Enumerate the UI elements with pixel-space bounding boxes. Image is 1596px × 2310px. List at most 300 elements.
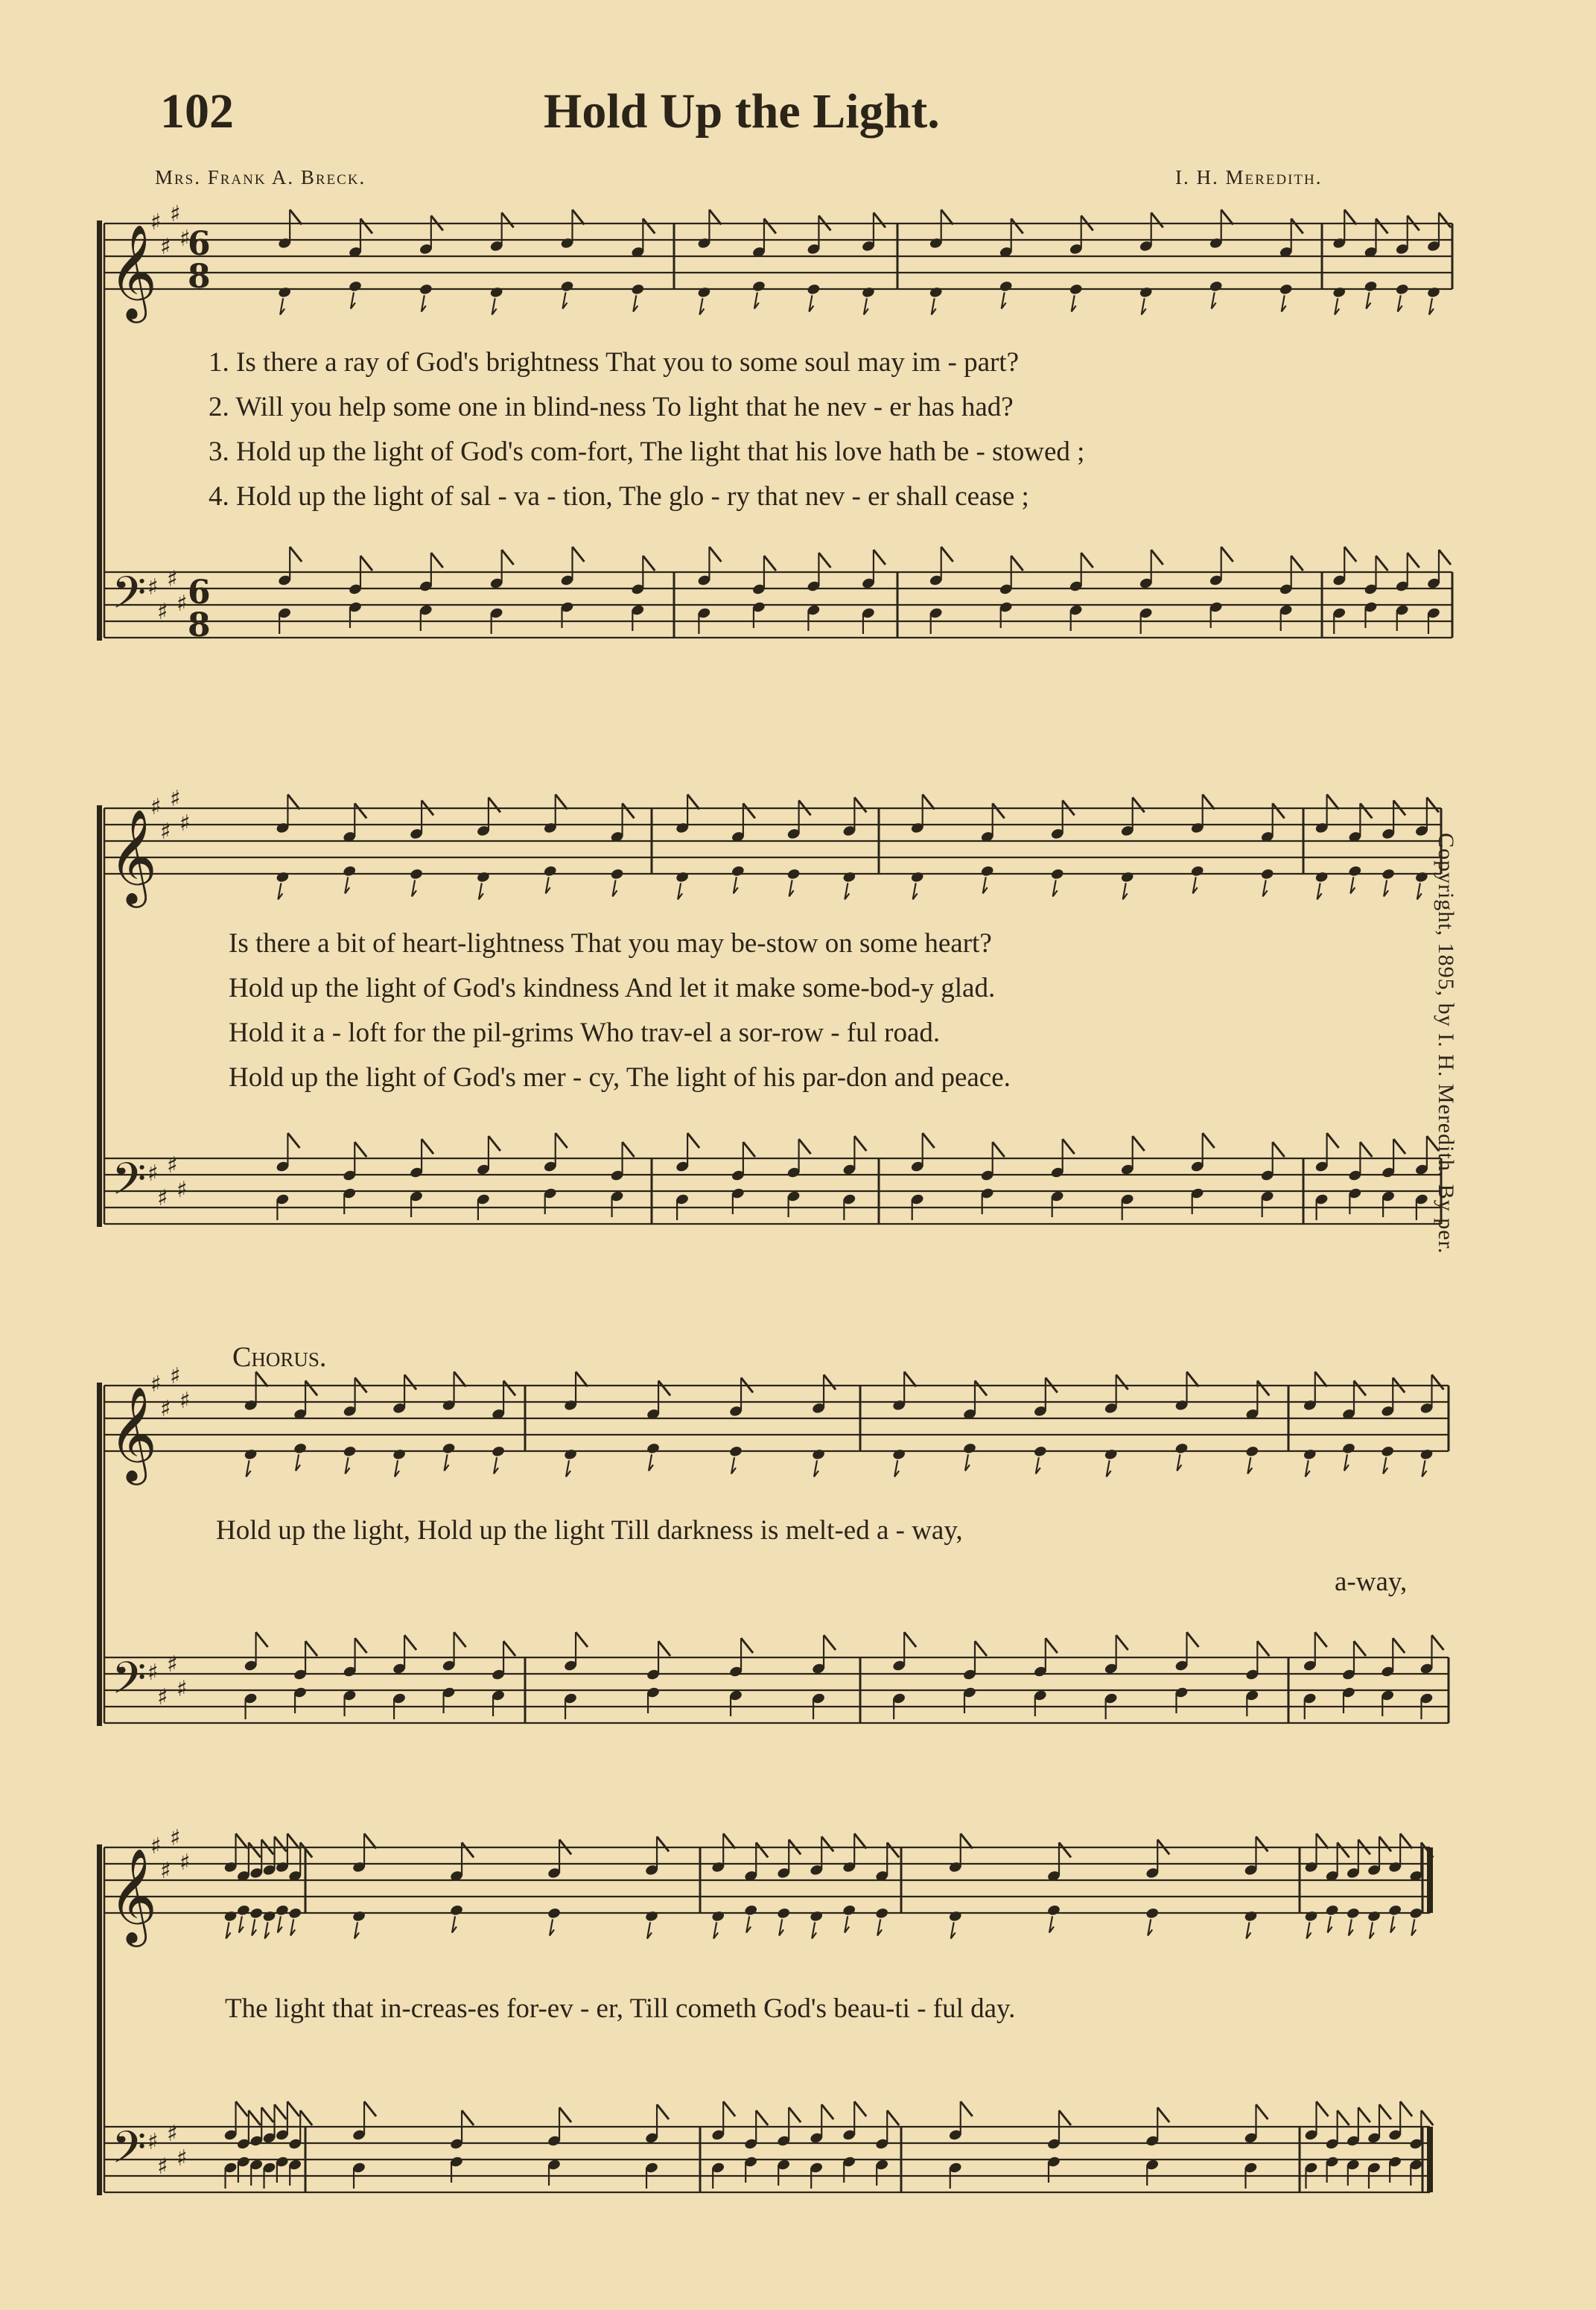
note-stem bbox=[812, 1922, 816, 1938]
note-flag bbox=[572, 209, 584, 224]
note-flag bbox=[1427, 797, 1439, 812]
note-flag bbox=[961, 1833, 973, 1848]
note-flag bbox=[1291, 218, 1303, 233]
note-flag bbox=[502, 550, 514, 565]
note-stem bbox=[864, 298, 868, 314]
note-stem bbox=[1328, 1916, 1332, 1932]
note-flag bbox=[904, 1632, 916, 1647]
note-flag bbox=[305, 1641, 317, 1656]
note-flag bbox=[643, 218, 655, 233]
note-flag bbox=[1151, 212, 1163, 227]
chorus-echo-text: a-way, bbox=[1335, 1567, 1408, 1597]
note-stem bbox=[562, 292, 567, 308]
note-flag bbox=[1327, 794, 1339, 809]
note-stem bbox=[1036, 1457, 1040, 1473]
note-head bbox=[697, 286, 711, 299]
sharp-sign: ♯ bbox=[177, 591, 188, 617]
note-flag bbox=[709, 209, 721, 224]
note-head bbox=[419, 283, 433, 296]
note-flag bbox=[1393, 1638, 1405, 1653]
note-stem bbox=[1072, 295, 1076, 311]
note-flag bbox=[1316, 1833, 1328, 1848]
note-stem bbox=[395, 1460, 399, 1476]
note-flag bbox=[1344, 547, 1356, 562]
note-head bbox=[489, 286, 503, 299]
note-flag bbox=[300, 2110, 312, 2125]
sharp-sign: ♯ bbox=[170, 201, 181, 227]
note-stem bbox=[1193, 877, 1198, 893]
note-flag bbox=[799, 1139, 811, 1154]
note-flag bbox=[261, 2107, 273, 2122]
note-flag bbox=[404, 1374, 416, 1389]
time-signature-top: 6 bbox=[188, 574, 211, 612]
note-flag bbox=[854, 2101, 866, 2116]
note-stem bbox=[1422, 1460, 1426, 1476]
note-stem bbox=[280, 298, 284, 314]
sharp-sign: ♯ bbox=[179, 1388, 191, 1414]
note-head bbox=[223, 1910, 238, 1923]
verse-2-line-a: 2. Will you help some one in blind-ness To light that he nev - er has had? bbox=[209, 392, 1014, 422]
note-flag bbox=[824, 1635, 836, 1650]
note-flag bbox=[236, 1833, 248, 1848]
note-flag bbox=[887, 2110, 899, 2125]
note-flag bbox=[503, 1380, 515, 1395]
note-stem bbox=[894, 1460, 899, 1476]
note-flag bbox=[1011, 218, 1023, 233]
sharp-sign: ♯ bbox=[147, 2129, 159, 2155]
bass-clef: 𝄢 bbox=[112, 1651, 147, 1715]
note-flag bbox=[687, 794, 699, 809]
sharp-sign: ♯ bbox=[177, 1676, 188, 1702]
verse-3-line-b: Hold it a - loft for the pil-grims Who trav-el a sor-row - ful road. bbox=[229, 1018, 941, 1048]
note-stem bbox=[1317, 883, 1322, 899]
note-stem bbox=[355, 1922, 359, 1938]
note-flag bbox=[687, 1133, 699, 1148]
note-stem bbox=[290, 1919, 295, 1935]
note-head bbox=[1426, 286, 1440, 299]
note-stem bbox=[932, 298, 936, 314]
note-head bbox=[875, 1907, 889, 1920]
note-flag bbox=[559, 2107, 571, 2122]
note-flag bbox=[1273, 803, 1285, 818]
note-head bbox=[929, 286, 943, 299]
note-flag bbox=[657, 2104, 669, 2119]
note-flag bbox=[1338, 1842, 1349, 1857]
note-flag bbox=[1421, 2110, 1433, 2125]
note-head bbox=[343, 865, 357, 878]
note-head bbox=[249, 1907, 264, 1920]
note-flag bbox=[723, 2101, 735, 2116]
bass-clef: 𝄢 bbox=[112, 2121, 147, 2184]
verse-1-line-a: 1. Is there a ray of God's brightness That you to some soul may im - part? bbox=[209, 347, 1020, 378]
note-head bbox=[236, 1904, 250, 1917]
note-head bbox=[1174, 1442, 1189, 1455]
note-head bbox=[1395, 283, 1409, 296]
note-flag bbox=[275, 2104, 287, 2119]
note-stem bbox=[913, 883, 918, 899]
note-flag bbox=[249, 1842, 261, 1857]
note-head bbox=[449, 1904, 463, 1917]
bass-clef: 𝄢 bbox=[112, 566, 147, 629]
note-flag bbox=[623, 803, 635, 818]
note-stem bbox=[546, 877, 550, 893]
verse-4-line-a: 4. Hold up the light of sal - va - tion, The glo - ry that nev - er shall cease ; bbox=[209, 481, 1029, 512]
note-flag bbox=[360, 218, 372, 233]
note-flag bbox=[1354, 1380, 1366, 1395]
note-head bbox=[1209, 280, 1223, 293]
note-flag bbox=[1133, 1136, 1145, 1151]
sharp-sign: ♯ bbox=[160, 1858, 171, 1884]
note-flag bbox=[821, 2104, 833, 2119]
note-stem bbox=[1344, 1454, 1349, 1470]
note-flag bbox=[874, 550, 886, 565]
note-flag bbox=[364, 1833, 376, 1848]
note-flag bbox=[1186, 1371, 1198, 1386]
note-flag bbox=[1059, 2110, 1071, 2125]
note-stem bbox=[1049, 1916, 1054, 1932]
note-flag bbox=[1360, 803, 1372, 818]
note-flag bbox=[975, 1380, 987, 1395]
note-stem bbox=[699, 298, 704, 314]
note-head bbox=[348, 280, 362, 293]
note-flag bbox=[1133, 797, 1145, 812]
note-stem bbox=[1383, 1457, 1387, 1473]
note-head bbox=[352, 1910, 366, 1923]
note-flag bbox=[756, 1842, 768, 1857]
note-head bbox=[547, 1907, 561, 1920]
note-head bbox=[999, 280, 1013, 293]
note-flag bbox=[462, 2110, 474, 2125]
note-flag bbox=[287, 1133, 299, 1148]
note-flag bbox=[1315, 1371, 1327, 1386]
sharp-sign: ♯ bbox=[170, 1363, 181, 1389]
note-flag bbox=[874, 212, 886, 227]
note-flag bbox=[1221, 547, 1233, 562]
note-flag bbox=[764, 556, 776, 571]
note-head bbox=[1190, 865, 1204, 878]
note-flag bbox=[360, 556, 372, 571]
note-head bbox=[948, 1910, 962, 1923]
note-head bbox=[1388, 1904, 1402, 1917]
note-stem bbox=[226, 1922, 231, 1938]
note-flag bbox=[422, 1139, 433, 1154]
chorus-line-1: Hold up the light, Hold up the light Till darkness is melt-ed a - way, bbox=[216, 1515, 963, 1546]
note-flag bbox=[1081, 553, 1093, 568]
note-head bbox=[1046, 1904, 1061, 1917]
note-flag bbox=[818, 553, 830, 568]
sharp-sign: ♯ bbox=[167, 2121, 178, 2147]
note-stem bbox=[296, 1454, 300, 1470]
sharp-sign: ♯ bbox=[147, 574, 159, 600]
system-bracket bbox=[97, 1383, 102, 1726]
note-stem bbox=[1142, 298, 1146, 314]
sharp-sign: ♯ bbox=[179, 1850, 191, 1876]
note-flag bbox=[923, 1133, 935, 1148]
time-signature-bottom: 8 bbox=[188, 606, 211, 644]
note-stem bbox=[1263, 880, 1268, 896]
note-head bbox=[1303, 1448, 1317, 1461]
note-stem bbox=[479, 883, 483, 899]
note-flag bbox=[904, 1371, 916, 1386]
note-stem bbox=[1335, 298, 1339, 314]
sharp-sign: ♯ bbox=[170, 1825, 181, 1851]
note-flag bbox=[623, 1142, 635, 1157]
note-flag bbox=[854, 1136, 866, 1151]
hymn-number: 102 bbox=[160, 84, 234, 139]
note-stem bbox=[1002, 292, 1006, 308]
sharp-sign: ♯ bbox=[157, 1684, 168, 1710]
note-flag bbox=[1439, 212, 1451, 227]
note-head bbox=[1414, 871, 1428, 883]
note-head bbox=[962, 1442, 976, 1455]
note-stem bbox=[345, 877, 349, 893]
note-stem bbox=[265, 1922, 270, 1938]
note-flag bbox=[556, 794, 567, 809]
note-stem bbox=[1417, 883, 1422, 899]
note-flag bbox=[1273, 1142, 1285, 1157]
note-head bbox=[711, 1910, 725, 1923]
note-stem bbox=[845, 883, 849, 899]
note-head bbox=[278, 286, 292, 299]
note-flag bbox=[1439, 550, 1451, 565]
composer-credit: I. H. Meredith. bbox=[1175, 166, 1323, 188]
note-flag bbox=[305, 1380, 317, 1395]
note-head bbox=[1381, 1445, 1395, 1458]
chorus-line-2: The light that in-creas-es for-ev - er, Till cometh God's beau-ti - ful day. bbox=[225, 1993, 1016, 2024]
note-flag bbox=[1379, 2104, 1391, 2119]
note-head bbox=[728, 1445, 743, 1458]
note-stem bbox=[647, 1922, 652, 1938]
sharp-sign: ♯ bbox=[160, 234, 171, 260]
note-stem bbox=[814, 1460, 818, 1476]
note-flag bbox=[1256, 1836, 1268, 1851]
note-head bbox=[810, 1910, 824, 1923]
system-bracket bbox=[97, 220, 102, 641]
note-stem bbox=[278, 1916, 282, 1932]
note-stem bbox=[633, 295, 638, 311]
note-flag bbox=[941, 209, 953, 224]
chorus-label: Chorus. bbox=[232, 1342, 327, 1373]
note-head bbox=[410, 868, 424, 880]
note-head bbox=[1050, 868, 1064, 880]
note-head bbox=[262, 1910, 276, 1923]
note-flag bbox=[1186, 1632, 1198, 1647]
sharp-sign: ♯ bbox=[160, 1396, 171, 1422]
note-stem bbox=[278, 883, 282, 899]
note-stem bbox=[445, 1454, 449, 1470]
sharp-sign: ♯ bbox=[147, 1161, 159, 1187]
note-flag bbox=[1116, 1635, 1128, 1650]
sharp-sign: ♯ bbox=[150, 209, 162, 235]
note-stem bbox=[452, 1916, 457, 1932]
note-flag bbox=[1221, 209, 1233, 224]
note-stem bbox=[779, 1919, 783, 1935]
note-head bbox=[1325, 1904, 1339, 1917]
note-flag bbox=[236, 2101, 248, 2116]
note-stem bbox=[351, 292, 355, 308]
note-flag bbox=[1393, 1139, 1405, 1154]
note-head bbox=[892, 1448, 906, 1461]
note-flag bbox=[1011, 556, 1023, 571]
note-flag bbox=[355, 1638, 367, 1653]
system-bracket bbox=[97, 805, 102, 1227]
note-stem bbox=[252, 1919, 256, 1935]
note-flag bbox=[1379, 1836, 1391, 1851]
note-head bbox=[1139, 286, 1153, 299]
note-head bbox=[275, 1904, 289, 1917]
note-flag bbox=[290, 547, 302, 562]
note-flag bbox=[462, 1842, 474, 1857]
note-flag bbox=[1046, 1638, 1058, 1653]
note-stem bbox=[731, 1457, 736, 1473]
note-head bbox=[1346, 1907, 1360, 1920]
note-stem bbox=[1384, 880, 1388, 896]
note-flag bbox=[1257, 1380, 1269, 1395]
note-flag bbox=[1257, 1641, 1269, 1656]
note-head bbox=[1409, 1907, 1423, 1920]
note-flag bbox=[290, 209, 302, 224]
note-stem bbox=[1350, 877, 1355, 893]
note-flag bbox=[1063, 1139, 1075, 1154]
note-head bbox=[631, 283, 645, 296]
note-flag bbox=[743, 803, 755, 818]
note-head bbox=[751, 280, 766, 293]
note-flag bbox=[275, 1836, 287, 1851]
note-head bbox=[1279, 283, 1293, 296]
note-head bbox=[442, 1442, 456, 1455]
note-flag bbox=[1408, 553, 1419, 568]
note-flag bbox=[431, 553, 443, 568]
note-head bbox=[392, 1448, 407, 1461]
note-head bbox=[244, 1448, 258, 1461]
note-head bbox=[777, 1907, 791, 1920]
note-head bbox=[1364, 280, 1378, 293]
note-stem bbox=[346, 1457, 350, 1473]
note-head bbox=[1341, 1442, 1355, 1455]
note-flag bbox=[1116, 1374, 1128, 1389]
note-stem bbox=[1306, 1922, 1311, 1938]
note-flag bbox=[764, 218, 776, 233]
note-flag bbox=[741, 1638, 753, 1653]
note-stem bbox=[809, 295, 813, 311]
note-head bbox=[1419, 1448, 1434, 1461]
note-flag bbox=[658, 1641, 670, 1656]
note-head bbox=[1033, 1445, 1047, 1458]
note-flag bbox=[643, 556, 655, 571]
system-bracket bbox=[97, 1844, 102, 2195]
note-flag bbox=[993, 803, 1005, 818]
note-head bbox=[731, 865, 745, 878]
sharp-sign: ♯ bbox=[157, 599, 168, 625]
note-stem bbox=[492, 298, 497, 314]
note-stem bbox=[1282, 295, 1286, 311]
hymn-title: Hold Up the Light. bbox=[544, 84, 940, 139]
sharp-sign: ♯ bbox=[177, 2145, 188, 2171]
note-head bbox=[842, 871, 856, 883]
note-flag bbox=[1376, 556, 1387, 571]
note-flag bbox=[355, 803, 366, 818]
sharp-sign: ♯ bbox=[179, 226, 191, 252]
note-flag bbox=[454, 1632, 466, 1647]
note-flag bbox=[941, 547, 953, 562]
note-stem bbox=[678, 883, 682, 899]
sharp-sign: ♯ bbox=[157, 2154, 168, 2180]
note-flag bbox=[503, 1641, 515, 1656]
note-flag bbox=[1157, 2107, 1169, 2122]
note-head bbox=[1244, 1910, 1258, 1923]
note-stem bbox=[247, 1460, 251, 1476]
note-flag bbox=[854, 797, 866, 812]
note-head bbox=[492, 1445, 506, 1458]
note-flag bbox=[404, 1635, 416, 1650]
sharp-sign: ♯ bbox=[170, 786, 181, 812]
note-stem bbox=[845, 1916, 849, 1932]
sharp-sign: ♯ bbox=[150, 1833, 162, 1859]
note-stem bbox=[422, 295, 426, 311]
note-stem bbox=[1390, 1916, 1395, 1932]
note-flag bbox=[961, 2101, 973, 2116]
note-head bbox=[1104, 1448, 1118, 1461]
note-flag bbox=[502, 212, 514, 227]
note-stem bbox=[1148, 1919, 1152, 1935]
note-flag bbox=[1344, 209, 1356, 224]
note-stem bbox=[566, 1460, 570, 1476]
note-stem bbox=[649, 1454, 653, 1470]
sharp-sign: ♯ bbox=[177, 1177, 188, 1203]
note-stem bbox=[983, 877, 988, 893]
note-flag bbox=[923, 794, 935, 809]
note-flag bbox=[287, 2101, 299, 2116]
note-flag bbox=[556, 1133, 567, 1148]
treble-clef: 𝄞 bbox=[109, 223, 158, 319]
note-flag bbox=[572, 547, 584, 562]
sharp-sign: ♯ bbox=[150, 794, 162, 820]
note-flag bbox=[1256, 2104, 1268, 2119]
note-flag bbox=[287, 1833, 299, 1848]
note-flag bbox=[993, 1142, 1005, 1157]
note-head bbox=[1367, 1910, 1381, 1923]
sharp-sign: ♯ bbox=[150, 1371, 162, 1397]
note-head bbox=[276, 871, 290, 883]
note-stem bbox=[1306, 1460, 1310, 1476]
sharp-sign: ♯ bbox=[147, 1660, 159, 1686]
note-flag bbox=[1358, 2107, 1370, 2122]
note-flag bbox=[657, 1836, 669, 1851]
sharp-sign: ♯ bbox=[179, 810, 191, 837]
note-stem bbox=[746, 1916, 751, 1932]
note-flag bbox=[854, 1833, 866, 1848]
note-head bbox=[1348, 865, 1362, 878]
note-flag bbox=[287, 794, 299, 809]
note-flag bbox=[256, 1632, 268, 1647]
note-head bbox=[910, 871, 924, 883]
note-stem bbox=[965, 1454, 970, 1470]
note-stem bbox=[1349, 1919, 1353, 1935]
note-stem bbox=[754, 292, 759, 308]
verse-3-line-a: 3. Hold up the light of God's com-fort, The light that his love hath be - stowed ; bbox=[209, 437, 1085, 467]
note-stem bbox=[494, 1457, 498, 1473]
note-head bbox=[288, 1907, 302, 1920]
note-head bbox=[1120, 871, 1134, 883]
verse-1-line-b: Is there a bit of heart-lightness That you may be-stow on some heart? bbox=[229, 928, 992, 959]
note-flag bbox=[489, 797, 500, 812]
note-flag bbox=[364, 2101, 376, 2116]
note-stem bbox=[1246, 1922, 1250, 1938]
treble-clef: 𝄞 bbox=[109, 1386, 158, 1481]
note-flag bbox=[256, 1371, 268, 1386]
note-stem bbox=[877, 1919, 882, 1935]
note-flag bbox=[1151, 550, 1163, 565]
